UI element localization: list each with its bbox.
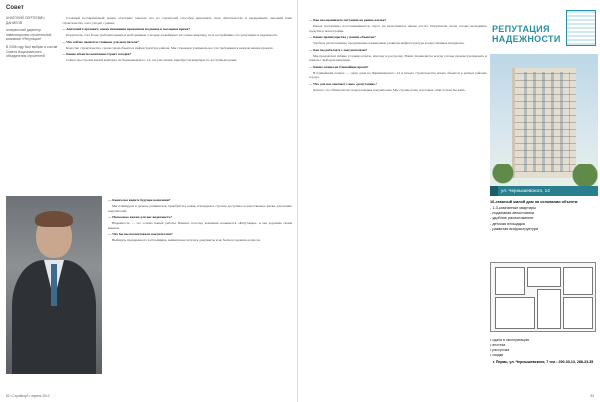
article-paragraph: Сейчас мы строим жилой комплекс на Чернышевского, 14, где уже можно приобрести квартиры по доступным ценам.	[66, 58, 238, 62]
article-question: — Насколько важна для вас надежность?	[108, 215, 173, 219]
contact-item: • рассрочка	[490, 348, 596, 353]
article-paragraph: Мы предлагаем гибкие условия оплаты, ипотеку и рассрочку. Наши специалисты всегда готовы проконсультировать и помочь с выбором квартиры.	[309, 53, 487, 62]
article-question: — Анатолий Сергеевич, какие изменения произошли на рынке в последнее время?	[62, 27, 191, 31]
sidebar-paragraph: В 2008 году был выбран в состав Совета Национального объединения строителей	[6, 44, 58, 59]
address-bar	[490, 186, 598, 196]
article-paragraph: Рынок постепенно восстанавливается, спрос на качественное жилье растет. Покупатели снова готовы вкладывать средства в новостройки.	[309, 24, 487, 33]
specs-heading: 16-этажный жилой дом на основании объекта:	[490, 200, 579, 204]
floor-plan-image	[490, 262, 596, 332]
page-folio-right: 83	[590, 394, 594, 398]
spec-item: - подземная автостоянка	[490, 211, 596, 216]
article-question: — Как вы оцениваете ситуацию на рынке жилья?	[309, 18, 387, 22]
article-question: — Что сейчас является главным для покупателя?	[62, 39, 139, 44]
article-question: — Как вы работаете с покупателями?	[309, 47, 368, 52]
article-question: — Что для вас означает слово «репутация»?	[309, 81, 377, 86]
left-page	[0, 0, 298, 402]
article-question: — Какие объекты компания строит сегодня?	[62, 52, 132, 56]
article-paragraph: Покупатель стал более требовательным и разборчивым. Сегодня он выбирает не только квартиру, но и застройщика, его репутацию и надежность.	[66, 33, 278, 37]
article-column-top	[62, 16, 292, 192]
contact-item: • ипотека	[490, 343, 596, 348]
article-column-bottom	[108, 196, 292, 386]
sidebar-paragraph: генеральный директор инвестиционно-строительной компании «Репутация»	[6, 28, 52, 42]
article-question: — Какие преимущества у ваших объектов?	[309, 35, 376, 39]
building-logo-icon	[566, 10, 596, 46]
contact-item: • сдача в эксплуатацию	[490, 338, 596, 343]
address-text: ул. Чернышевского, 14	[501, 188, 550, 193]
article-paragraph: Мы планируем и дальше развиваться, приобретать новые площадки и строить доступное и качественное жилье для наших покупателей.	[108, 204, 292, 213]
logo-text: РЕПУТАЦИЯ НАДЕЖНОСТИ	[492, 24, 561, 44]
article-question: — Какие планы на ближайшее время?	[309, 64, 369, 69]
article-question: — Каким вы видите будущее компании?	[108, 198, 171, 202]
article-paragraph: Удобное расположение, продуманные планировки, развитая инфраструктура и качественные материалы.	[313, 41, 465, 45]
article-paragraph: Качество строительства, сроки сдачи объекта и инфраструктура района. Мы стараемся учитывать все эти требования в каждом нашем проекте.	[66, 45, 274, 50]
address-tag-icon	[490, 186, 498, 196]
sales-contacts	[490, 338, 596, 365]
company-logo	[492, 10, 596, 50]
office-address: г. Пермь, ул. Чернышевского, 7 тел.: 200-33-13, 288-23-35	[492, 359, 594, 364]
article-paragraph: В ближайших планах — сдача дома на Чернышевского, 14 и начало строительства новых объектов в разных районах города.	[309, 70, 487, 79]
sidebar-paragraph: АНАТОЛИЙ СЕРГЕЕВИЧ ДАНИЛОВ	[6, 16, 45, 25]
article-paragraph: Выбирать проверенного застройщика, внимательно изучать документы и не бояться задавать вопросы.	[112, 238, 261, 242]
spec-item: - детская площадка	[490, 222, 596, 227]
article-question: — Что бы вы посоветовали покупателям?	[108, 232, 173, 236]
spec-item: - удобное расположение	[490, 216, 596, 221]
article-column-right	[309, 16, 487, 390]
article-paragraph: Сложный посткризисный рынок отчетливо показал, кто из строителей способен выполнять свои обязательства и выдерживать высокий темп строительства, а кто уходит с рынка.	[62, 16, 292, 25]
portrait-photo	[6, 196, 102, 374]
author-sidebar	[6, 16, 58, 62]
spec-item: - 1-3-комнатные квартиры	[490, 206, 596, 211]
spec-item: - развитая инфраструктура	[490, 227, 596, 232]
right-page	[301, 0, 600, 402]
page-folio-left: 82 • Стройклуб • апрель 2012	[6, 394, 50, 398]
article-paragraph: Для нас это обязательство перед каждым покупателем. Мы строим дома, в которых сами хотели бы жить.	[313, 87, 466, 92]
contact-item: • скидки	[490, 353, 596, 358]
article-paragraph: Надежность — это основа нашей работы. Именно поэтому компания называется «Репутация», и мы дорожим своим именем.	[108, 221, 292, 230]
building-specs	[490, 200, 596, 232]
building-render-image	[490, 54, 598, 186]
rubric-title: Совет	[6, 5, 24, 11]
